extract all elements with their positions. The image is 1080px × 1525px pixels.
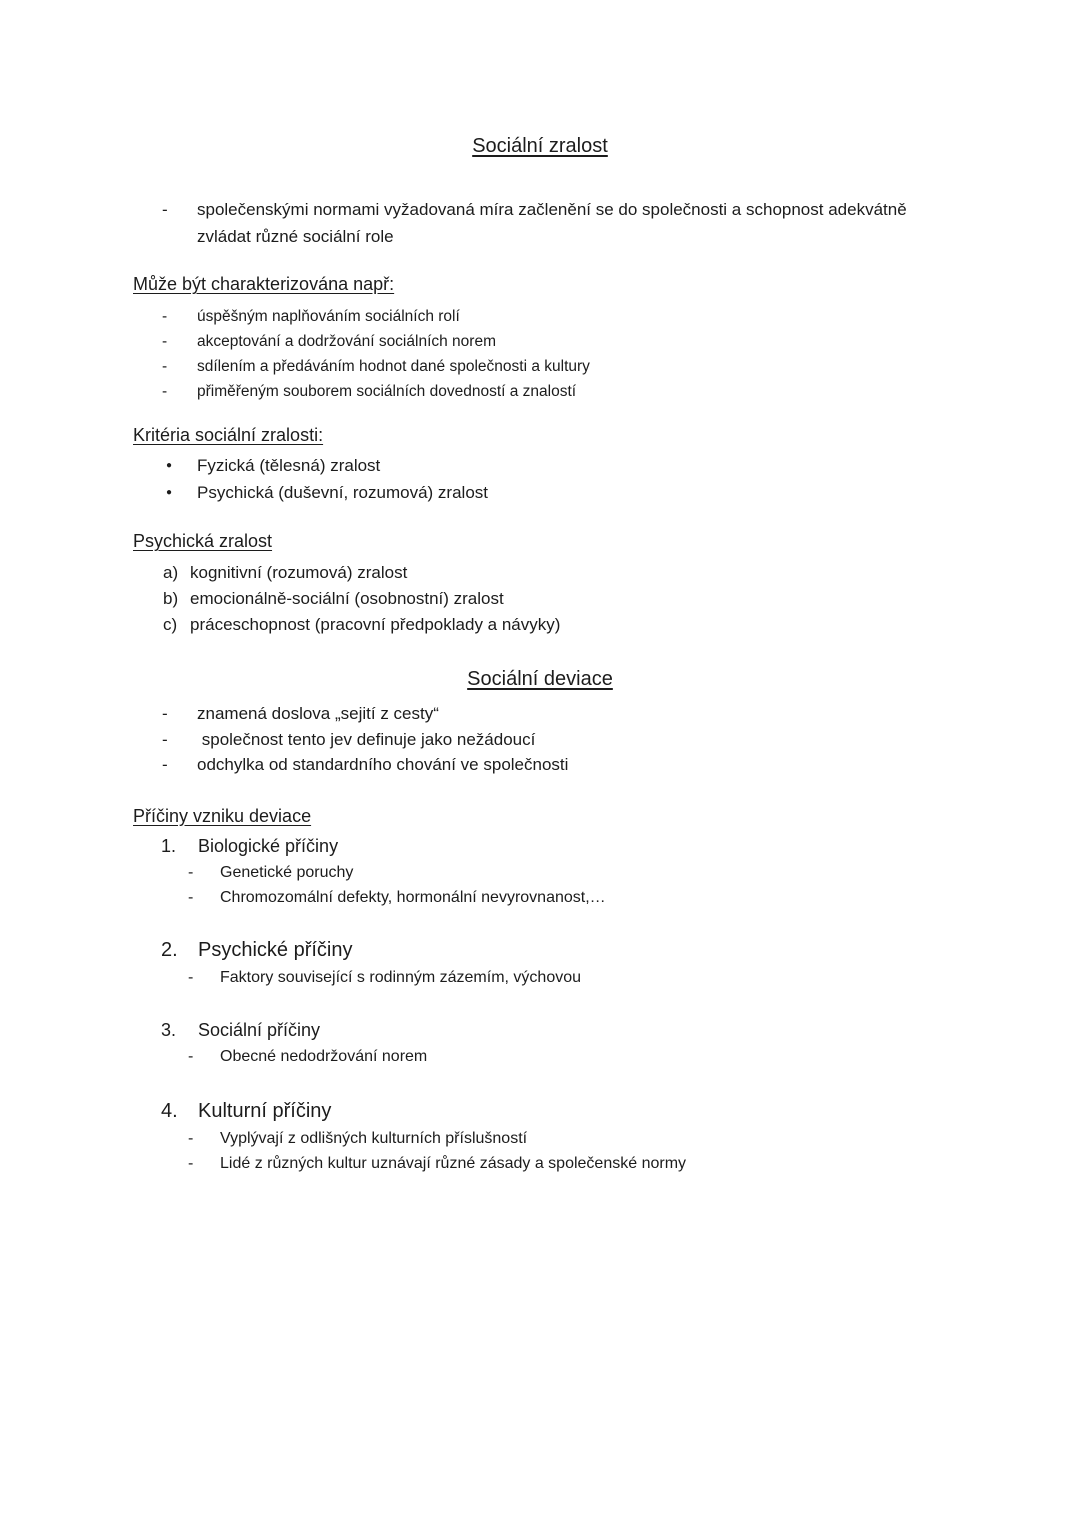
list-item [133, 860, 947, 885]
number-marker: 3. [161, 1019, 177, 1040]
title-social-deviance: Sociální deviace [467, 668, 613, 690]
disc-bullet: ● [166, 487, 173, 498]
list-item [133, 612, 947, 638]
heading-characterized: Může být charakterizována např: [133, 274, 395, 294]
list-item [133, 885, 947, 910]
dash-bullet: - [188, 863, 194, 881]
cause-group-biological [133, 834, 947, 910]
list-item-text: odchylka od standardního chování ve společnosti [197, 755, 569, 774]
list-item [133, 727, 947, 753]
cause-group-cultural [133, 1098, 947, 1176]
disc-bullet: ● [166, 460, 173, 471]
list-item [133, 965, 947, 990]
numbered-item [133, 1018, 947, 1042]
sub-list [133, 965, 947, 990]
criteria-list [133, 452, 947, 506]
numbered-item [133, 834, 947, 858]
list-item-text: Chromozomální defekty, hormonální nevyrovnanost,… [220, 888, 606, 906]
list-item [133, 1044, 947, 1069]
dash-bullet: - [162, 333, 168, 350]
letter-marker: a) [163, 563, 179, 582]
number-marker: 4. [161, 1099, 178, 1122]
heading-criteria: Kritéria sociální zralosti: [133, 425, 324, 445]
deviance-list [133, 701, 947, 778]
list-item-text: úspěšným naplňováním sociálních rolí [197, 308, 460, 325]
sub-list [133, 1044, 947, 1069]
list-item-text: sdílením a předáváním hodnot dané společnosti a kultury [197, 358, 590, 375]
numbered-item-label: Sociální příčiny [198, 1019, 321, 1040]
dash-bullet: - [188, 888, 194, 906]
dash-bullet: - [188, 1047, 194, 1065]
psychic-maturity-list [133, 560, 947, 638]
list-item [133, 329, 947, 354]
list-item-text: akceptování a dodržování sociálních norem [197, 333, 496, 350]
list-item [133, 560, 947, 586]
list-item [133, 752, 947, 778]
characterized-list [133, 304, 947, 404]
list-item-text: znamená doslova „sejití z cesty“ [197, 704, 439, 723]
list-item-text: společenskými normami vyžadovaná míra začlenění se do společnosti a schopnost adekvátně zvládat různé sociální role [197, 200, 912, 246]
letter-marker: c) [163, 615, 178, 634]
list-item-text: emocionálně-sociální (osobnostní) zralost [190, 589, 504, 608]
list-item-text: Genetické poruchy [220, 863, 354, 881]
numbered-item-label: Psychické příčiny [198, 938, 353, 961]
cause-group-social [133, 1018, 947, 1069]
heading-psychic-maturity: Psychická zralost [133, 531, 273, 551]
list-item [133, 479, 947, 506]
numbered-item-label: Biologické příčiny [198, 835, 339, 856]
cause-group-psychic [133, 937, 947, 990]
dash-bullet: - [162, 200, 168, 219]
dash-bullet: - [162, 729, 168, 749]
list-item [133, 1151, 947, 1176]
list-item [133, 354, 947, 379]
list-item [133, 586, 947, 612]
list-item-text: Fyzická (tělesná) zralost [197, 456, 381, 475]
heading-deviance-causes: Příčiny vzniku deviace [133, 805, 312, 826]
list-item-text: Psychická (duševní, rozumová) zralost [197, 483, 488, 502]
dash-bullet: - [162, 704, 168, 723]
numbered-item-label: Kulturní příčiny [198, 1099, 332, 1122]
list-item-text: společnost tento jev definuje jako nežádoucí [197, 729, 536, 749]
dash-bullet: - [162, 308, 168, 325]
list-item-text: Vyplývají z odlišných kulturních příslušností [220, 1129, 528, 1147]
number-marker: 1. [161, 835, 177, 856]
list-item [133, 452, 947, 479]
list-item [133, 701, 947, 727]
number-marker: 2. [161, 938, 178, 961]
dash-bullet: - [162, 755, 168, 774]
list-item [133, 379, 947, 404]
list-item-text: Faktory související s rodinným zázemím, výchovou [220, 968, 582, 986]
dash-bullet: - [188, 1154, 194, 1172]
list-item [133, 304, 947, 329]
dash-bullet: - [162, 383, 168, 400]
sub-list [133, 1126, 947, 1176]
causes-list [133, 834, 947, 1176]
sub-list [133, 860, 947, 910]
list-item-text: přiměřeným souborem sociálních dovedností a znalostí [197, 383, 577, 400]
list-item-text: Lidé z různých kultur uznávají různé zásady a společenské normy [220, 1154, 687, 1172]
dash-bullet: - [188, 1129, 194, 1147]
dash-bullet: - [188, 968, 194, 986]
list-item-text: práceschopnost (pracovní předpoklady a návyky) [190, 615, 561, 634]
dash-bullet: - [162, 358, 168, 375]
list-item [133, 1126, 947, 1151]
numbered-item [133, 1098, 947, 1124]
list-item-text: kognitivní (rozumová) zralost [190, 563, 408, 582]
numbered-item [133, 937, 947, 963]
letter-marker: b) [163, 589, 179, 608]
list-item-text: Obecné nedodržování norem [220, 1047, 428, 1065]
list-item-maturity-definition [133, 196, 947, 250]
title-social-maturity: Sociální zralost [472, 135, 608, 157]
